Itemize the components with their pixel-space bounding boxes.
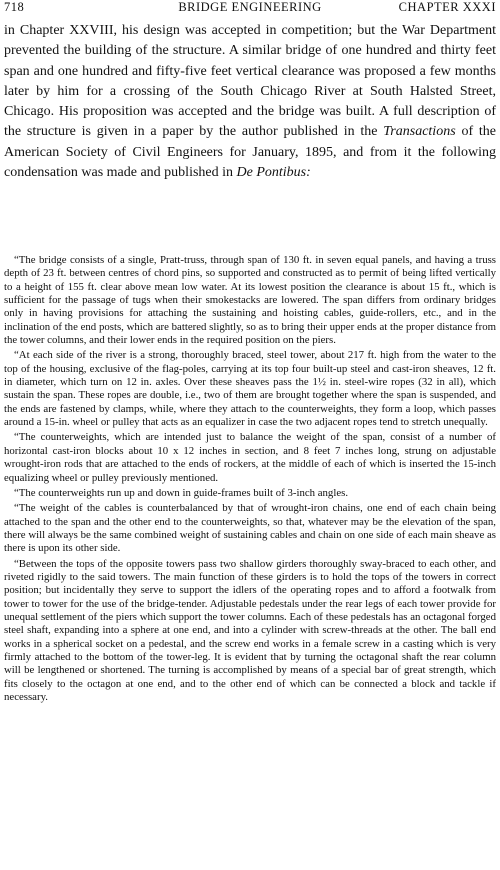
running-header: [4, 0, 496, 20]
running-title: BRIDGE ENGINEERING: [178, 0, 322, 14]
quote-paragraph-1: “The bridge consists of a single, Pratt-truss, through span of 130 ft. in seven equal panels, and having a truss depth of 23 ft. between centres of chord pins, so supported and constructed as to permit of being lifted vertically to a height of 155 ft. clear above mean low water. At its lowest position the clearance is about 15 ft., which is sufficient for the passage of tugs when their smokestacks are lowered. The span differs from ordinary bridges only in having provisions for attaching the sustaining and hoisting cables, guide-rollers, etc., and in the inclination of the end posts, which are battered slightly, so as to bring their upper ends at the proper distance from the tower columns, and their lower ends in the required position on the piers.: [4, 254, 496, 347]
quote-paragraph-4: “The counterweights run up and down in guide-frames built of 3-inch angles.: [14, 486, 349, 499]
transactions-title: Transactions: [383, 124, 456, 140]
quote-paragraph-3: “The counterweights, which are intended just to balance the weight of the span, consist of a number of horizontal cast-iron blocks about 10 x 12 inches in section, and 8 feet 7 inches long, strung on adjustable wrought-iron rods that are attached to the ends of rockers, at the middle of each of which is inserted the 15-inch equalizing wheel or pulley previously mentioned.: [4, 431, 496, 484]
intro-text: [4, 21, 496, 183]
block-quotation: [4, 254, 496, 704]
intro-paragraph: [4, 21, 496, 183]
page-number: 718: [4, 0, 25, 14]
quote-paragraph-2: “At each side of the river is a strong, thoroughly braced, steel tower, about 217 ft. high from the water to the top of the housing, exclusive of the flag-poles, carrying at its top four built-up steel and cast-iron sheaves, 12 ft. in diameter, which turn on 12 in. axles. Over these sheaves pass the 1½ in. steel-wire ropes (32 in all), which sustain the span. These ropes are double, i.e., two of them are brought together where the span is suspended, and the ends are fastened by clamps, while, where they attach to the counterweights, they form a loop, which passes around a 15-in. wheel or pulley that acts as an equalizer in case the two adjacent ropes tend to stretch unequally.: [4, 349, 496, 429]
intro-text-part2: of the American Society of Civil Engineers for January, 1895, and from it the following condensation was made and published in: [4, 124, 497, 181]
quote-paragraph-6: “Between the tops of the opposite towers pass two shallow girders thoroughly sway-braced to each other, and riveted rigidly to the said towers. The main function of these girders is to hold the tops of the towers in correct position; but incidentally they serve to support the idlers of the operating ropes and to afford a footwalk from tower to tower for the use of the bridge-tender. Adjustable pedestals under the rear legs of each tower provide for unequal settlement of the piers which support the tower columns. Each of these pedestals has an octagonal forged steel shaft, expanding into a sphere at one end, and into a cylinder with screw-threads at the other. The ball end works in a spherical socket on a pedestal, and the screw end works in a female screw in a casting which is very firmly attached to the bottom of the tower-leg. It is evident that by turning the octagonal shaft the rear column will be lengthened or shortened. The turning is accomplished by means of a special bar of great strength, which fits closely to the octagon at one end, and to the other end of which can be connected a block and tackle if necessary.: [4, 557, 496, 703]
quote-paragraph-5: “The weight of the cables is counterbalanced by that of wrought-iron chains, one end of each chain being attached to the span and the other end to the counterweights, so that, whatever may be the elevation of the span, there will always be the same combined weight of sustaining cables and chain on one side of each main sheave as there is upon its other side.: [4, 502, 496, 555]
chapter-label: CHAPTER XXXI: [398, 0, 496, 14]
intro-text-part1: in Chapter XXVIII, his design was accepted in competition; but the War Department prevented the building of the structure. A similar bridge of one hundred and thirty feet span and one hundred and fifty-five feet vertical clearance was proposed a few months later by him for a crossing of the South Chicago River at South Halsted Street, Chicago. His proposition was accepted and the bridge was built. A full description of the structure is given in a paper by the author published in the: [4, 23, 496, 140]
de-pontibus-title: De Pontibus:: [236, 165, 311, 181]
